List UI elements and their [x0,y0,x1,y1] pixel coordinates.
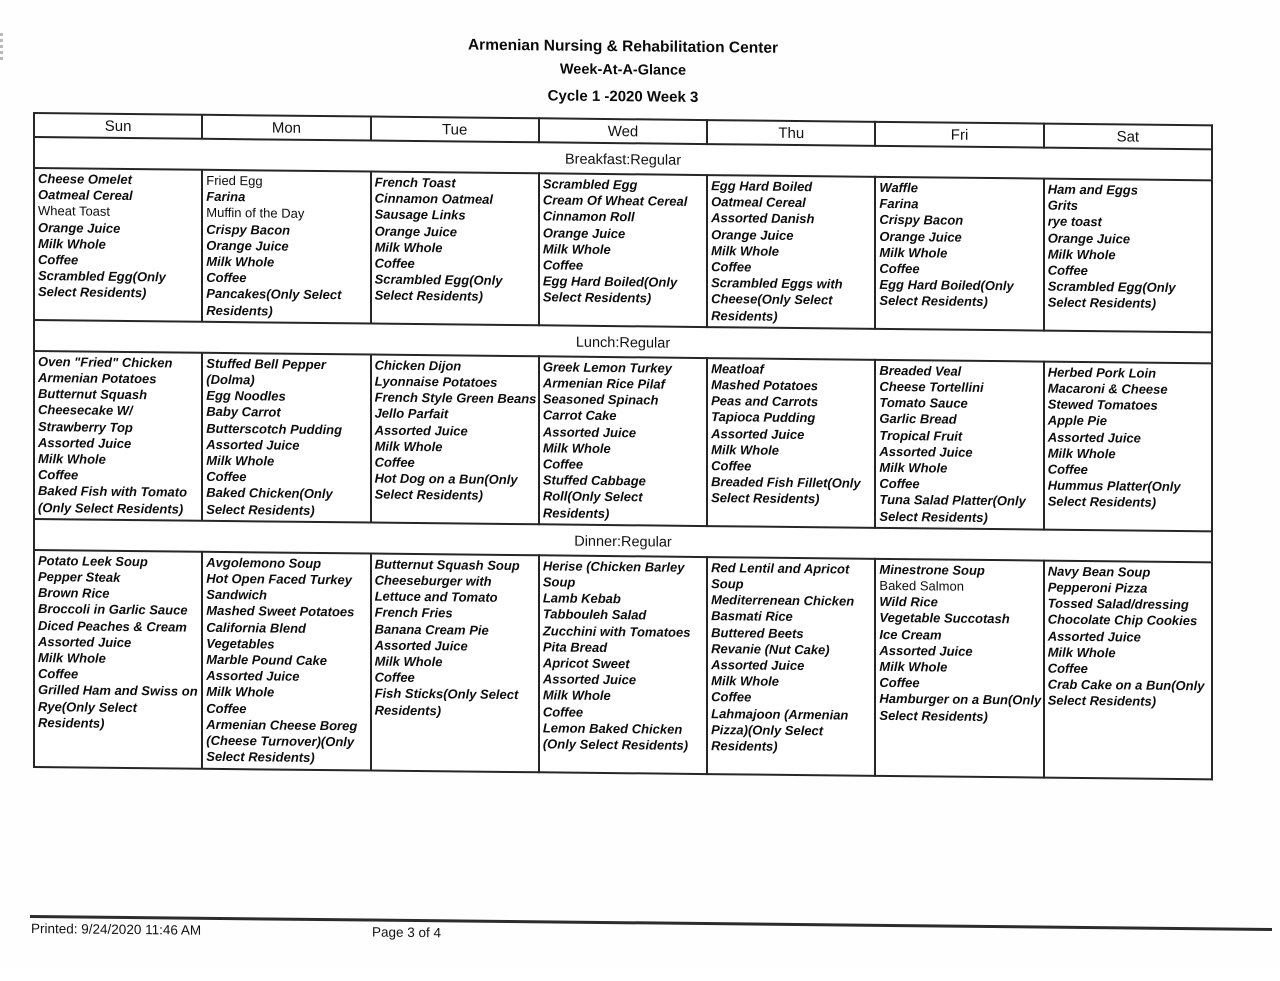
section-label-lunch: Lunch:Regular [33,321,1213,362]
menu-cell-dinner-mon [203,551,371,771]
menu-item: Milk Whole [38,451,106,467]
menu-cell-breakfast-mon [203,169,371,325]
menu-item: Fried Egg [206,172,263,189]
menu-item: Basmati Rice [711,608,793,625]
menu-item: Apricot Sweet [542,655,630,672]
menu-item: Coffee [206,700,247,716]
menu-item: Milk Whole [542,440,611,456]
menu-item: Brown Rice [38,585,110,602]
menu-cell-breakfast-fri [876,176,1044,332]
menu-item: Lemon Baked Chicken (Only Select Residents) [542,720,689,753]
menu-item: Armenian Potatoes [38,370,157,387]
menu-item: Orange Juice [1047,230,1131,247]
menu-item: Apple Pie [1047,413,1107,429]
menu-cell-breakfast-tue [372,171,540,327]
menu-item: Revanie (Nut Cake) [711,640,830,658]
menu-item: French Fries [374,605,453,621]
cycle-week-title: Cycle 1 -2020 Week 3 [547,87,699,106]
menu-item: Coffee [879,260,920,277]
menu-item: Buttered Beets [711,624,804,641]
menu-item: Scrambled Egg(Only Select Residents) [38,268,166,301]
menu-item: Milk Whole [38,650,106,666]
menu-item: Assorted Juice [38,434,132,451]
menu-item: Assorted Juice [374,637,468,654]
menu-item: Breaded Veal [879,362,962,379]
menu-item: Milk Whole [711,673,780,690]
menu-item: Grits [1047,197,1079,214]
menu-item: Armenian Cheese Boreg (Cheese Turnover)(Only Select Residents) [206,716,358,766]
menu-row-dinner [33,549,1213,780]
menu-item: Mediterrenean Chicken [711,592,855,609]
menu-item: Stuffed Bell Pepper (Dolma) [206,355,326,388]
menu-item: Coffee [879,675,920,691]
menu-item: Cream Of Wheat Cereal [542,192,688,210]
menu-item: Baked Chicken(Only Select Residents) [206,485,333,518]
menu-item: Cheese Tortellini [879,378,984,395]
menu-item: Farina [879,196,919,212]
menu-item: Fish Sticks(Only Select Residents) [374,686,519,718]
printed-timestamp: Printed: 9/24/2020 11:46 AM [31,920,202,938]
menu-item: Assorted Juice [542,423,637,440]
menu-item: Tuna Salad Platter(Only Select Residents) [879,492,1026,525]
menu-item: Milk Whole [1047,246,1116,263]
menu-item: Assorted Juice [1047,429,1141,446]
menu-item: Milk Whole [711,441,780,458]
footer-divider [30,915,1272,931]
menu-item: Herise (Chicken Barley Soup [542,558,685,590]
menu-item: Oven "Fried" Chicken [38,353,173,371]
menu-item: Macaroni & Cheese [1047,380,1168,397]
menu-item: Milk Whole [879,658,948,675]
menu-item: Herbed Pork Loin [1047,364,1157,381]
menu-item: Assorted Juice [38,633,132,650]
menu-item: Milk Whole [542,687,611,704]
menu-item: Coffee [374,669,415,686]
menu-item: Coffee [38,252,79,268]
menu-cell-lunch-sun [33,350,203,522]
menu-item: Butternut Squash [38,386,148,403]
menu-item: Scrambled Egg(Only Select Residents) [374,271,503,305]
day-header-wed: Wed [540,117,708,145]
menu-item: Wild Rice [879,594,938,610]
menu-item: Orange Juice [879,228,962,245]
day-header-tue: Tue [372,116,540,144]
menu-cell-lunch-fri [876,359,1044,531]
menu-item: Red Lentil and Apricot Soup [711,559,850,592]
menu-item: Farina [206,189,246,205]
menu-item: Assorted Juice [879,642,973,659]
menu-item: Seasoned Spinach [542,391,659,408]
menu-cell-dinner-sat [1045,559,1213,779]
menu-item: Banana Cream Pie [374,621,489,638]
menu-item: Baby Carrot [206,404,281,421]
menu-item: Coffee [542,456,584,472]
menu-item: Cheeseburger with Lettuce and Tomato [374,572,498,606]
menu-item: Coffee [38,467,79,483]
menu-item: Coffee [879,476,920,492]
menu-item: Egg Noodles [206,388,286,404]
menu-item: Pita Bread [542,639,608,655]
menu-item: French Toast [374,174,456,191]
menu-item: Tossed Salad/dressing [1047,595,1189,613]
menu-item: Hamburger on a Bun(Only Select Residents) [879,691,1042,724]
menu-item: Peas and Carrots [711,393,819,410]
menu-item: Stuffed Cabbage Roll(Only Select Residents) [542,472,646,521]
menu-item: Tomato Sauce [879,395,968,412]
menu-item: Milk Whole [206,253,275,270]
menu-item: Potato Leek Soup [38,552,148,570]
menu-item: Milk Whole [879,244,948,261]
facility-title: Armenian Nursing & Rehabilitation Center [467,36,779,57]
menu-item: Tabbouleh Salad [542,606,647,623]
menu-item: Ice Cream [879,626,942,643]
menu-item: Carrot Cake [542,407,617,424]
menu-item: Pepper Steak [38,569,121,585]
menu-item: Crispy Bacon [879,212,964,229]
menu-item: French Style Green Beans [374,389,537,407]
menu-item: Navy Bean Soup [1047,563,1151,580]
menu-item: Assorted Juice [374,422,468,439]
menu-item: Hot Open Faced Turkey Sandwich [206,570,352,603]
menu-item: California Blend Vegetables [206,619,306,652]
menu-cell-lunch-mon [203,352,371,524]
menu-item: Milk Whole [879,459,948,476]
menu-item: Armenian Rice Pilaf [542,375,665,392]
day-header-sun: Sun [33,112,203,140]
menu-item: Cheesecake W/ Strawberry Top [38,402,133,435]
menu-item: Assorted Juice [711,657,805,674]
menu-item: Orange Juice [711,226,794,243]
menu-item: Coffee [542,704,584,720]
menu-item: Coffee [1047,660,1088,677]
menu-item: Muffin of the Day [206,205,305,222]
menu-item: Coffee [206,469,247,485]
menu-item: Cinnamon Oatmeal [374,190,494,208]
menu-item: Crispy Bacon [206,221,291,238]
menu-item: Coffee [374,454,415,471]
menu-item: Tapioca Pudding [711,409,816,426]
menu-item: rye toast [1047,214,1102,230]
menu-item: Assorted Juice [711,425,805,442]
menu-item: Scrambled Eggs with Cheese(Only Select Residents) [711,275,843,324]
menu-item: Mashed Potatoes [711,377,819,394]
menu-item: Vegetable Succotash [879,610,1010,627]
menu-item: Waffle [879,179,918,196]
menu-item: Milk Whole [206,684,275,701]
menu-item: Cinnamon Roll [542,208,635,225]
menu-item: Coffee [711,259,752,275]
menu-item: Coffee [206,270,247,286]
menu-item: Marble Pound Cake [206,651,327,669]
section-label-breakfast: Breakfast:Regular [33,138,1213,179]
menu-cell-breakfast-sun [33,167,203,323]
menu-item: Ham and Eggs [1047,181,1138,198]
menu-item: Assorted Juice [542,671,637,688]
menu-cell-breakfast-thu [708,174,876,330]
menu-item: Coffee [711,458,752,474]
menu-item: Oatmeal Cereal [711,194,806,211]
menu-item: Egg Hard Boiled(Only Select Residents) [542,273,678,306]
day-header-mon: Mon [203,114,371,142]
day-header-sat: Sat [1045,123,1213,151]
menu-item: Hummus Platter(Only Select Residents) [1047,477,1181,511]
menu-item: Hot Dog on a Bun(Only Select Residents) [374,470,518,504]
menu-item: Pancakes(Only Select Residents) [206,286,342,319]
menu-item: Butterscotch Pudding [206,420,343,437]
menu-cell-dinner-tue [372,552,540,772]
section-label-dinner: Dinner:Regular [33,520,1213,561]
menu-item: Wheat Toast [38,203,111,220]
menu-item: Sausage Links [374,206,466,223]
menu-cell-dinner-fri [876,558,1044,778]
menu-item: Diced Peaches & Cream [38,617,187,635]
menu-item: Lahmajoon (Armenian Pizza)(Only Select Residents) [711,705,849,754]
menu-row-lunch [33,350,1213,532]
menu-item: Mashed Sweet Potatoes [206,603,355,620]
menu-item: Chocolate Chip Cookies [1047,612,1198,629]
menu-item: Coffee [374,255,415,272]
menu-item: Grilled Ham and Swiss on Rye(Only Select Residents) [38,682,198,731]
menu-item: Milk Whole [38,235,106,252]
day-header-fri: Fri [876,121,1044,149]
menu-item: Crab Cake on a Bun(Only Select Residents) [1047,676,1205,710]
menu-item: Greek Lemon Turkey [542,359,672,376]
menu-item: Milk Whole [542,241,611,257]
menu-item: Orange Juice [542,224,626,241]
menu-item: Butternut Squash Soup [374,556,520,573]
menu-item: Milk Whole [374,239,443,256]
menu-item: Coffee [1047,461,1088,478]
menu-item: Minestrone Soup [879,561,985,578]
menu-table [33,112,1213,780]
document-subtitle: Week-At-A-Glance [559,61,687,79]
menu-item: Milk Whole [206,452,275,469]
menu-row-breakfast [33,167,1213,333]
menu-item: Milk Whole [1047,445,1116,462]
menu-cell-breakfast-sat [1045,178,1213,334]
menu-cell-lunch-sat [1045,360,1213,532]
menu-cell-dinner-sun [33,549,203,769]
menu-cell-dinner-thu [708,556,876,776]
menu-item: Scrambled Egg(Only Select Residents) [1047,278,1176,312]
menu-item: Scrambled Egg [542,176,638,193]
menu-item: Oatmeal Cereal [38,187,133,204]
menu-item: Avgolemono Soup [206,554,322,571]
menu-item: Stewed Tomatoes [1047,396,1158,414]
menu-item: Breaded Fish Fillet(Only Select Residents) [711,474,861,507]
menu-item: Lamb Kebab [542,590,621,607]
menu-item: Assorted Juice [206,436,300,453]
menu-item: Chicken Dijon [374,357,462,374]
menu-item: Assorted Juice [1047,628,1141,645]
menu-item: Orange Juice [374,223,457,240]
menu-item: Assorted Juice [879,443,973,460]
title-block [33,0,1213,106]
menu-item: Pepperoni Pizza [1047,579,1148,596]
page-number: Page 3 of 4 [372,924,442,941]
menu-item: Milk Whole [374,438,443,455]
menu-item: Orange Juice [38,219,121,236]
menu-item: Milk Whole [711,242,780,259]
menu-cell-dinner-wed [540,554,708,774]
menu-item: Milk Whole [374,653,443,670]
menu-cell-lunch-thu [708,357,876,529]
menu-item: Cheese Omelet [38,171,132,188]
menu-item: Coffee [542,257,584,273]
menu-item: Baked Fish with Tomato (Only Select Residents) [38,483,188,517]
menu-item: Baked Salmon [879,577,964,594]
day-header-thu: Thu [708,119,876,147]
menu-item: Assorted Danish [711,210,815,227]
menu-item: Broccoli in Garlic Sauce [38,601,188,619]
menu-cell-lunch-wed [540,355,708,527]
menu-item: Jello Parfait [374,406,449,422]
menu-item: Milk Whole [1047,644,1116,661]
menu-item: Tropical Fruit [879,427,963,444]
menu-item: Assorted Juice [206,668,300,685]
menu-cell-breakfast-wed [540,172,708,328]
menu-item: Meatloaf [711,360,764,377]
menu-item: Lyonnaise Potatoes [374,373,498,390]
menu-item: Egg Hard Boiled(Only Select Residents) [879,277,1014,310]
menu-item: Orange Juice [206,237,289,254]
menu-item: Garlic Bread [879,411,957,428]
menu-item: Coffee [711,689,752,706]
menu-item: Egg Hard Boiled [711,178,813,195]
menu-item: Coffee [1047,262,1088,279]
menu-item: Coffee [38,666,79,682]
menu-item: Zucchini with Tomatoes [542,623,691,640]
menu-cell-lunch-tue [372,353,540,525]
